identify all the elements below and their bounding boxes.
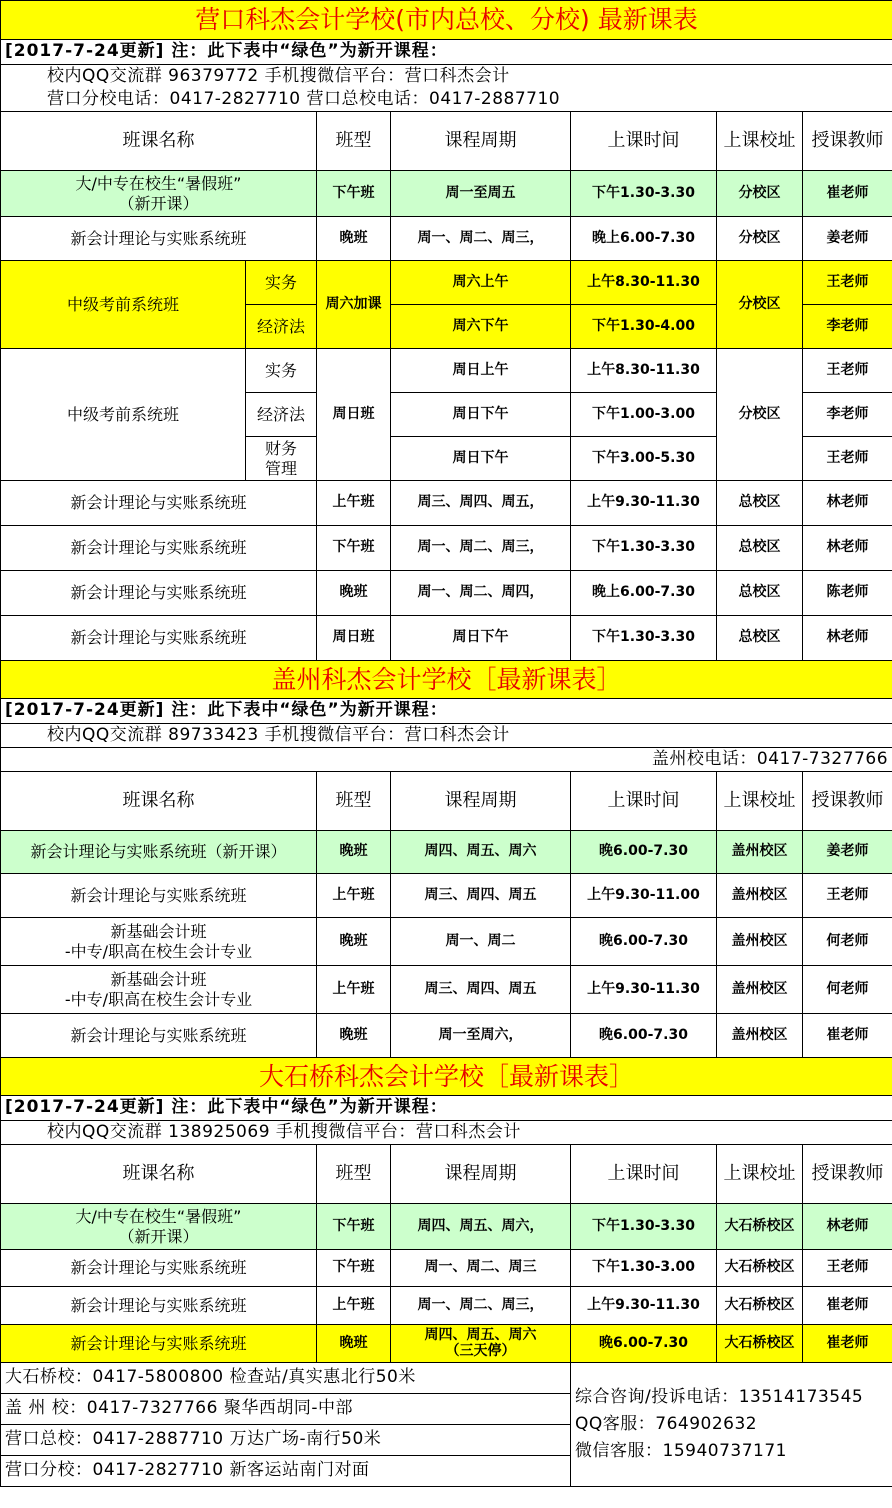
- class-time: 下午1.30-3.30: [571, 526, 717, 571]
- table-row: [1, 1014, 892, 1058]
- campus: 分校区: [717, 349, 803, 481]
- phone-info: 营口分校电话：0417-2827710 营口总校电话：0417-2887710: [1, 88, 892, 112]
- table-row: [1, 261, 892, 305]
- table-row: [1, 1325, 892, 1363]
- course-period: 周一、周二: [391, 918, 571, 966]
- header-period: 课程周期: [391, 112, 571, 171]
- class-time: 晚上6.00-7.30: [571, 217, 717, 261]
- course-period: 周一、周二、周四，: [391, 571, 571, 616]
- class-type: 晚班: [317, 1325, 391, 1363]
- address-dashiqiao: 大石桥校：0417-5800800 检查站/真实惠北行50米: [1, 1363, 571, 1394]
- qq-group-info: 校内QQ交流群 89733423 手机搜微信平台：营口科杰会计: [1, 724, 892, 748]
- teacher: 王老师: [803, 1250, 892, 1287]
- header-teacher: 授课教师: [803, 112, 892, 171]
- class-type: 下午班: [317, 1250, 391, 1287]
- campus: 总校区: [717, 526, 803, 571]
- header-campus: 上课校址: [717, 112, 803, 171]
- course-name: 新基础会计班 -中专/职高在校生会计专业: [1, 966, 317, 1014]
- campus: 大石桥校区: [717, 1287, 803, 1325]
- class-time: 晚6.00-7.30: [571, 1325, 717, 1363]
- table-header-row: [1, 1145, 892, 1204]
- class-type: 下午班: [317, 171, 391, 217]
- campus: 分校区: [717, 171, 803, 217]
- course-name: 新基础会计班 -中专/职高在校生会计专业: [1, 918, 317, 966]
- campus: 盖州校区: [717, 918, 803, 966]
- class-type: 上午班: [317, 874, 391, 918]
- course-name: 新会计理论与实账系统班: [1, 616, 317, 661]
- course-period: 周日下午: [391, 393, 571, 437]
- class-time: 下午3.00-5.30: [571, 437, 717, 481]
- class-type: 上午班: [317, 966, 391, 1014]
- class-type: 周日班: [317, 349, 391, 481]
- class-type: 上午班: [317, 1287, 391, 1325]
- class-time: 晚6.00-7.30: [571, 831, 717, 874]
- table-row: [1, 349, 892, 393]
- table-row: [1, 526, 892, 571]
- header-teacher: 授课教师: [803, 772, 892, 831]
- course-name: 新会计理论与实账系统班: [1, 526, 317, 571]
- teacher: 林老师: [803, 616, 892, 661]
- course-period: 周三、周四、周五: [391, 966, 571, 1014]
- course-period: 周三、周四、周五，: [391, 481, 571, 526]
- campus: 盖州校区: [717, 1014, 803, 1058]
- footer-row: [1, 1363, 892, 1394]
- table-row: [1, 616, 892, 661]
- course-name: 大/中专在校生“暑假班” （新开课）: [1, 1204, 317, 1250]
- table-row: [1, 1204, 892, 1250]
- course-name: 新会计理论与实账系统班: [1, 481, 317, 526]
- complaint-phone: 综合咨询/投诉电话：13514173545: [575, 1386, 864, 1407]
- course-name: 新会计理论与实账系统班（新开课）: [1, 831, 317, 874]
- class-time: 下午1.30-3.00: [571, 1250, 717, 1287]
- header-period: 课程周期: [391, 1145, 571, 1204]
- update-note: [2017-7-24更新] 注：此下表中“绿色”为新开课程：: [1, 1096, 892, 1121]
- teacher: 王老师: [803, 874, 892, 918]
- course-period: 周日下午: [391, 616, 571, 661]
- course-name: 新会计理论与实账系统班: [1, 874, 317, 918]
- teacher: 王老师: [803, 261, 892, 305]
- subject: 实务: [246, 261, 317, 305]
- header-time: 上课时间: [571, 1145, 717, 1204]
- course-name: 中级考前系统班: [1, 261, 246, 349]
- header-course-name: 班课名称: [1, 1145, 317, 1204]
- course-period: 周一、周二、周三，: [391, 217, 571, 261]
- teacher: 李老师: [803, 305, 892, 349]
- course-period: 周四、周五、周六: [391, 831, 571, 874]
- table-row: [1, 874, 892, 918]
- table-header-row: [1, 112, 892, 171]
- section-title: 盖州科杰会计学校［最新课表］: [1, 661, 892, 699]
- header-class-type: 班型: [317, 112, 391, 171]
- qq-group-info: 校内QQ交流群 138925069 手机搜微信平台：营口科杰会计: [1, 1121, 892, 1145]
- phone-info: 盖州校电话：0417-7327766: [1, 748, 892, 772]
- table-header-row: [1, 772, 892, 831]
- campus: 分校区: [717, 261, 803, 349]
- campus: 总校区: [717, 481, 803, 526]
- class-time: 晚6.00-7.30: [571, 1014, 717, 1058]
- wechat-service: 微信客服：15940737171: [575, 1441, 787, 1462]
- header-course-name: 班课名称: [1, 772, 317, 831]
- table-row: [1, 217, 892, 261]
- teacher: 姜老师: [803, 831, 892, 874]
- class-time: 下午1.30-3.30: [571, 1204, 717, 1250]
- header-campus: 上课校址: [717, 772, 803, 831]
- class-type: 下午班: [317, 1204, 391, 1250]
- class-type: 晚班: [317, 1014, 391, 1058]
- campus: 盖州校区: [717, 966, 803, 1014]
- course-name: 新会计理论与实账系统班: [1, 1014, 317, 1058]
- address-gaizhou: 盖 州 校：0417-7327766 聚华西胡同-中部: [1, 1394, 571, 1425]
- class-type: 上午班: [317, 481, 391, 526]
- campus: 总校区: [717, 571, 803, 616]
- table-row: [1, 481, 892, 526]
- class-time: 上午9.30-11.30: [571, 481, 717, 526]
- course-period: 周六上午: [391, 261, 571, 305]
- class-time: 上午9.30-11.30: [571, 966, 717, 1014]
- header-period: 课程周期: [391, 772, 571, 831]
- class-time: 下午1.30-3.30: [571, 171, 717, 217]
- teacher: 林老师: [803, 526, 892, 571]
- table-row: [1, 171, 892, 217]
- course-name: 新会计理论与实账系统班: [1, 217, 317, 261]
- course-period: 周日上午: [391, 349, 571, 393]
- campus: 大石桥校区: [717, 1325, 803, 1363]
- contact-block: [571, 1363, 892, 1487]
- qq-group-info: 校内QQ交流群 96379772 手机搜微信平台：营口科杰会计: [1, 65, 892, 89]
- table-row: [1, 918, 892, 966]
- teacher: 王老师: [803, 437, 892, 481]
- class-type: 晚班: [317, 918, 391, 966]
- campus: 盖州校区: [717, 874, 803, 918]
- course-name: 新会计理论与实账系统班: [1, 1325, 317, 1363]
- course-name: 大/中专在校生“暑假班” （新开课）: [1, 171, 317, 217]
- header-class-type: 班型: [317, 772, 391, 831]
- campus: 分校区: [717, 217, 803, 261]
- address-yingkou-branch: 营口分校：0417-2827710 新客运站南门对面: [1, 1456, 571, 1487]
- class-time: 晚6.00-7.30: [571, 918, 717, 966]
- update-note: [2017-7-24更新] 注：此下表中“绿色”为新开课程：: [1, 699, 892, 724]
- table-row: [1, 966, 892, 1014]
- header-campus: 上课校址: [717, 1145, 803, 1204]
- class-time: 下午1.30-4.00: [571, 305, 717, 349]
- course-name: 新会计理论与实账系统班: [1, 571, 317, 616]
- course-period: 周一至周六，: [391, 1014, 571, 1058]
- header-class-type: 班型: [317, 1145, 391, 1204]
- class-type: 晚班: [317, 831, 391, 874]
- teacher: 何老师: [803, 966, 892, 1014]
- teacher: 姜老师: [803, 217, 892, 261]
- class-type: 晚班: [317, 217, 391, 261]
- course-period: 周四、周五、周六，: [391, 1204, 571, 1250]
- header-time: 上课时间: [571, 112, 717, 171]
- teacher: 王老师: [803, 349, 892, 393]
- qq-service: QQ客服：764902632: [575, 1413, 758, 1434]
- table-row: [1, 831, 892, 874]
- header-teacher: 授课教师: [803, 1145, 892, 1204]
- class-time: 上午8.30-11.30: [571, 349, 717, 393]
- class-time: 下午1.30-3.30: [571, 616, 717, 661]
- class-time: 上午9.30-11.30: [571, 1287, 717, 1325]
- teacher: 崔老师: [803, 1014, 892, 1058]
- teacher: 崔老师: [803, 1325, 892, 1363]
- teacher: 何老师: [803, 918, 892, 966]
- class-time: 上午8.30-11.30: [571, 261, 717, 305]
- campus: 盖州校区: [717, 831, 803, 874]
- class-type: 晚班: [317, 571, 391, 616]
- campus: 大石桥校区: [717, 1204, 803, 1250]
- subject: 经济法: [246, 305, 317, 349]
- course-period: 周六下午: [391, 305, 571, 349]
- subject: 财务 管理: [246, 437, 317, 481]
- course-period: 周日下午: [391, 437, 571, 481]
- address-yingkou-hq: 营口总校：0417-2887710 万达广场-南行50米: [1, 1425, 571, 1456]
- campus: 大石桥校区: [717, 1250, 803, 1287]
- course-name: 中级考前系统班: [1, 349, 246, 481]
- section-title: 大石桥科杰会计学校［最新课表］: [1, 1058, 892, 1096]
- course-period: 周三、周四、周五: [391, 874, 571, 918]
- table-row: [1, 571, 892, 616]
- course-period: 周一、周二、周三，: [391, 1287, 571, 1325]
- header-course-name: 班课名称: [1, 112, 317, 171]
- course-period: 周一、周二、周三，: [391, 526, 571, 571]
- teacher: 崔老师: [803, 171, 892, 217]
- course-name: 新会计理论与实账系统班: [1, 1287, 317, 1325]
- table-row: [1, 1287, 892, 1325]
- teacher: 崔老师: [803, 1287, 892, 1325]
- teacher: 林老师: [803, 1204, 892, 1250]
- teacher: 李老师: [803, 393, 892, 437]
- campus: 总校区: [717, 616, 803, 661]
- class-time: 下午1.00-3.00: [571, 393, 717, 437]
- update-note: [2017-7-24更新] 注：此下表中“绿色”为新开课程：: [1, 40, 892, 65]
- course-name: 新会计理论与实账系统班: [1, 1250, 317, 1287]
- course-period: 周四、周五、周六 （三天停）: [391, 1325, 571, 1363]
- class-time: 晚上6.00-7.30: [571, 571, 717, 616]
- teacher: 林老师: [803, 481, 892, 526]
- class-time: 上午9.30-11.00: [571, 874, 717, 918]
- table-row: [1, 1250, 892, 1287]
- section-title: 营口科杰会计学校(市内总校、分校) 最新课表: [1, 1, 892, 40]
- teacher: 陈老师: [803, 571, 892, 616]
- class-type: 下午班: [317, 526, 391, 571]
- class-type: 周日班: [317, 616, 391, 661]
- subject: 经济法: [246, 393, 317, 437]
- course-period: 周一、周二、周三: [391, 1250, 571, 1287]
- header-time: 上课时间: [571, 772, 717, 831]
- subject: 实务: [246, 349, 317, 393]
- class-type: 周六加课: [317, 261, 391, 349]
- course-period: 周一至周五: [391, 171, 571, 217]
